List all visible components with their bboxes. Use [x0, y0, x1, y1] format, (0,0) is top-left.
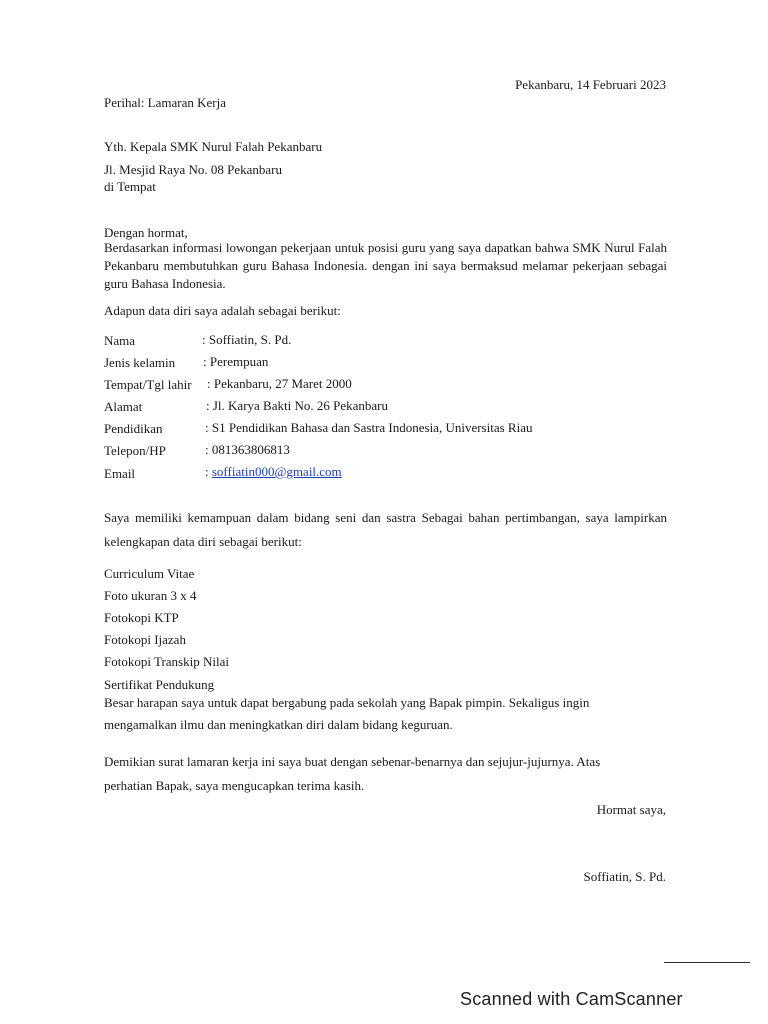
place-date: Pekanbaru, 14 Februari 2023 — [515, 77, 666, 92]
field-value-nama: : Soffiatin, S. Pd. — [202, 332, 292, 347]
subject-line: Perihal: Lamaran Kerja — [104, 95, 226, 110]
field-value-pendidikan: : S1 Pendidikan Bahasa dan Sastra Indonesia, Universitas Riau — [205, 420, 533, 435]
field-label-pendidikan: Pendidikan — [104, 421, 163, 436]
personal-data-intro: Adapun data diri saya adalah sebagai berikut: — [104, 303, 341, 318]
attachment-item: Foto ukuran 3 x 4 — [104, 588, 197, 603]
field-label-nama: Nama — [104, 333, 136, 348]
paragraph-skills: Saya memiliki kemampuan dalam bidang seni dan sastra Sebagai bahan pertimbangan, saya lampirkan kelengkapan data diri sebagai berikut: — [104, 510, 667, 549]
recipient-line-1: Yth. Kepala SMK Nurul Falah Pekanbaru — [104, 139, 323, 154]
closing-salutation: Hormat saya, — [596, 802, 666, 817]
attachment-item: Fotokopi Ijazah — [104, 632, 186, 647]
field-value-telepon: : 081363806813 — [205, 442, 290, 457]
paragraph-closing: Demikian surat lamaran kerja ini saya buat dengan sebenar-benarnya dan sejujur-jujurnya. Atas perhatian Bapak, saya mengucapkan terima kasih. — [104, 754, 601, 793]
recipient-line-2: Jl. Mesjid Raya No. 08 Pekanbaru — [104, 162, 283, 177]
field-label-tempat-tgl-lahir: Tempat/Tgl lahir — [104, 377, 192, 392]
field-value-email — [205, 464, 342, 480]
attachment-item: Fotokopi Transkip Nilai — [104, 654, 229, 669]
attachment-item: Fotokopi KTP — [104, 610, 179, 625]
email-link[interactable]: soffiatin000@gmail.com — [211, 464, 342, 479]
field-label-jenis-kelamin: Jenis kelamin — [104, 355, 176, 370]
field-value-tempat-tgl-lahir: : Pekanbaru, 27 Maret 2000 — [207, 376, 352, 391]
field-value-jenis-kelamin: : Perempuan — [203, 354, 269, 369]
attachment-item: Sertifikat Pendukung — [104, 677, 215, 692]
watermark-divider — [664, 962, 750, 963]
signer-name: Soffiatin, S. Pd. — [583, 869, 666, 884]
attachment-item: Curriculum Vitae — [104, 566, 195, 581]
recipient-line-3: di Tempat — [104, 179, 156, 194]
field-label-alamat: Alamat — [104, 399, 143, 414]
field-value-alamat: : Jl. Karya Bakti No. 26 Pekanbaru — [206, 398, 388, 413]
field-label-telepon: Telepon/HP — [104, 443, 166, 458]
greeting: Dengan hormat, — [104, 225, 188, 240]
paragraph-hope: Besar harapan saya untuk dapat bergabung pada sekolah yang Bapak pimpin. Sekaligus ingin mengamalkan ilmu dan meningkatkan diri dalam bidang keguruan. — [104, 695, 590, 732]
field-label-email: Email — [104, 466, 136, 481]
email-prefix: : — [205, 464, 212, 479]
paragraph-opening: Berdasarkan informasi lowongan pekerjaan untuk posisi guru yang saya dapatkan bahwa SMK Nurul Falah Pekanbaru membutuhkan guru Bahasa Indonesia. dengan ini saya bermaksud melamar pekerjaan sebagai guru Bahasa Indonesia. — [104, 240, 667, 291]
camscanner-watermark: Scanned with CamScanner — [460, 989, 683, 1009]
